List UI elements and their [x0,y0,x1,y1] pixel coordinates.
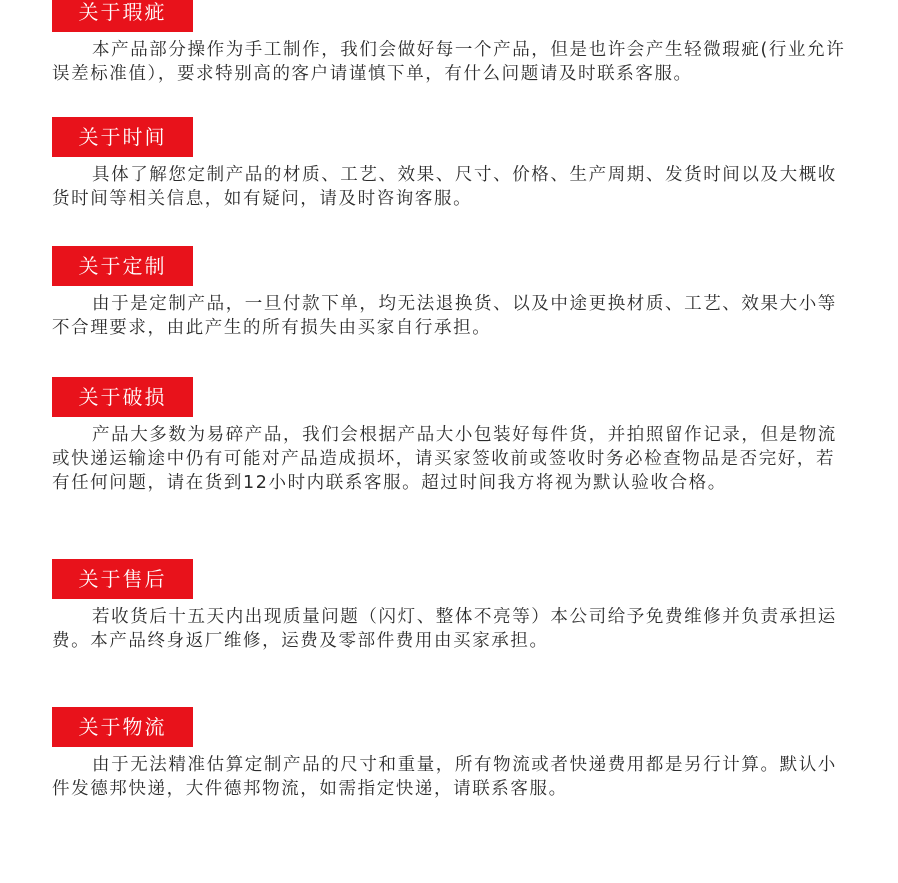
section-damage [52,377,852,495]
section-customization [52,246,852,340]
section-time [52,117,852,211]
section-text: 由于是定制产品，一旦付款下单，均无法退换货、以及中途更换材质、工艺、效果大小等不合理要求，由此产生的所有损失由买家自行承担。 [52,294,837,338]
section-logistics [52,707,852,801]
section-text: 由于无法精准估算定制产品的尺寸和重量，所有物流或者快递费用都是另行计算。默认小件发德邦快递，大件德邦物流，如需指定快递，请联系客服。 [52,755,837,799]
section-text: 产品大多数为易碎产品，我们会根据产品大小包装好每件货，并拍照留作记录，但是物流或快递运输途中仍有可能对产品造成损坏，请买家签收前或签收时务必检查物品是否完好，若有任何问题，请在货到12小时内联系客服。超过时间我方将视为默认验收合格。 [52,425,837,493]
section-title-badge: 关于瑕疵 [52,0,193,32]
section-flaws [52,0,852,86]
section-title-badge: 关于物流 [52,707,193,747]
section-title-badge: 关于破损 [52,377,193,417]
section-after-sales [52,559,852,653]
section-text: 本产品部分操作为手工制作，我们会做好每一个产品，但是也许会产生轻微瑕疵(行业允许误差标准值），要求特别高的客户请谨慎下单，有什么问题请及时联系客服。 [52,40,846,84]
section-text: 具体了解您定制产品的材质、工艺、效果、尺寸、价格、生产周期、发货时间以及大概收货时间等相关信息，如有疑问，请及时咨询客服。 [52,165,837,209]
section-title-badge: 关于售后 [52,559,193,599]
section-title-badge: 关于时间 [52,117,193,157]
section-text: 若收货后十五天内出现质量问题（闪灯、整体不亮等）本公司给予免费维修并负责承担运费。本产品终身返厂维修，运费及零部件费用由买家承担。 [52,607,837,651]
section-title-badge: 关于定制 [52,246,193,286]
